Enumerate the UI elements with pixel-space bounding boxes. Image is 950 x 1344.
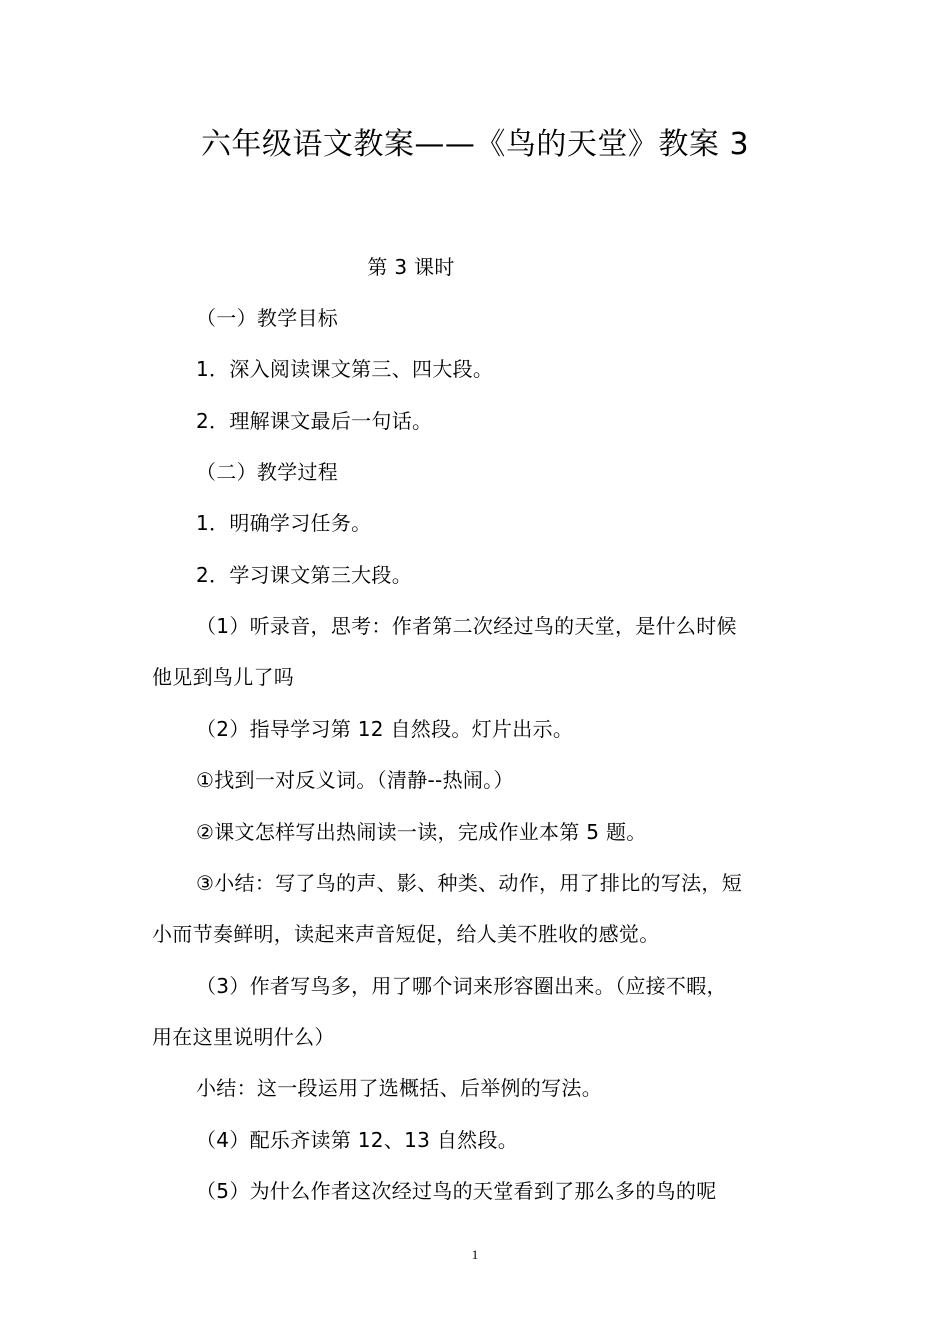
paragraph-line: （4）配乐齐读第 12、13 自然段。: [196, 1128, 519, 1152]
paragraph-line: 1．深入阅读课文第三、四大段。: [196, 357, 494, 381]
paragraph-line: 2．理解课文最后一句话。: [196, 409, 433, 433]
section-heading: （一）教学目标: [196, 306, 339, 330]
paragraph-line: 小结：这一段运用了选概括、后举例的写法。: [196, 1076, 602, 1100]
page-title: 六年级语文教案——《鸟的天堂》教案 3: [200, 127, 750, 162]
section-heading: （二）教学过程: [196, 460, 339, 484]
paragraph-line: 他见到鸟儿了吗: [152, 665, 295, 689]
paragraph-line: （2）指导学习第 12 自然段。灯片出示。: [196, 717, 574, 741]
lesson-subtitle: 第 3 课时: [367, 255, 455, 279]
paragraph-line: ②课文怎样写出热闹读一读，完成作业本第 5 题。: [196, 820, 647, 844]
paragraph-line: 2．学习课文第三大段。: [196, 563, 413, 587]
page-number: 1: [471, 1247, 479, 1262]
paragraph-line: ①找到一对反义词。（清静--热闹。）: [196, 768, 514, 792]
paragraph-line: 1．明确学习任务。: [196, 511, 372, 535]
paragraph-line: 用在这里说明什么）: [152, 1025, 335, 1049]
paragraph-line: （1）听录音，思考：作者第二次经过鸟的天堂，是什么时候: [196, 614, 737, 638]
paragraph-line: ③小结：写了鸟的声、影、种类、动作，用了排比的写法，短: [196, 871, 743, 895]
paragraph-line: 小而节奏鲜明，读起来声音短促，给人美不胜收的感觉。: [152, 922, 660, 946]
paragraph-line: （5）为什么作者这次经过鸟的天堂看到了那么多的鸟的呢: [196, 1179, 717, 1203]
paragraph-line: （3）作者写鸟多，用了哪个词来形容圈出来。（应接不暇，: [196, 974, 727, 998]
